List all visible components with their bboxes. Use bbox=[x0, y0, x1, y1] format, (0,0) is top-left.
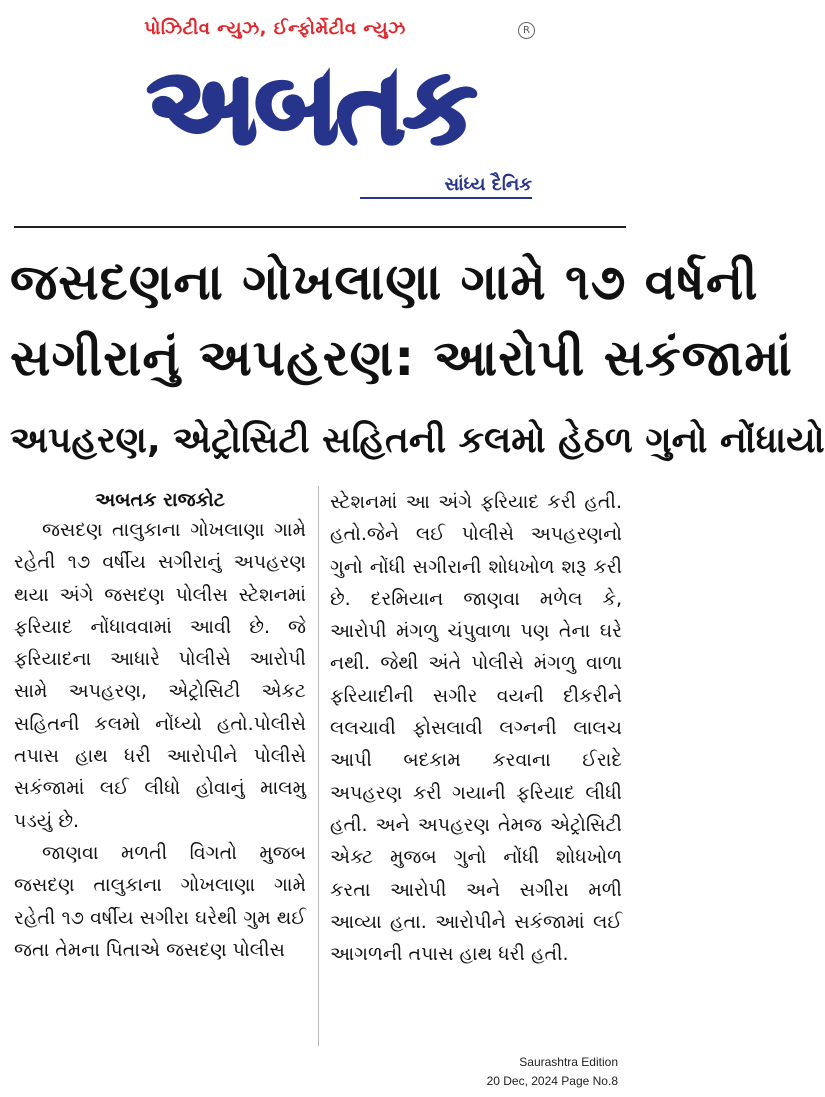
headline-line-2: સગીરાનું અપહરણ: આરોપી સકંજામાં bbox=[10, 329, 793, 387]
registered-trademark-icon: R bbox=[518, 22, 535, 39]
article-paragraph-1: જસદણ તાલુકાના ગોખલાણા ગામે રહેતી ૧૭ વર્ષીય સગીરાનું અપહરણ થયા અંગે જસદણ પોલીસ સ્ટેશનમાં ફરિયાદ નોંધાવવામાં આવી છે. જે ફરિયાદના આધારે પોલીસે આરોપી સામે અપહરણ, એટ્રોસિટી એકટ સહિતની કલમો નોંધ્યો હતો.પોલીસે તપાસ હાથ ધરી આરોપીને પોલીસે સકંજામાં લઈ લીધો હોવાનું માલમુ પડયું છે. bbox=[14, 519, 306, 832]
article-paragraph-2-start: જાણવા મળતી વિગતો મુજબ જસદણ તાલુકાના ગોખલાણા ગામે રહેતી ૧૭ વર્ષીય સગીરા ઘરેથી ગુમ થઈ જતા તેમના પિતાએ જસદણ પોલીસ bbox=[14, 841, 306, 961]
footer-edition: Saurashtra Edition bbox=[519, 1055, 618, 1069]
headline-line-1: જસદણના ગોખલાણા ગામે ૧૭ વર્ષની bbox=[10, 253, 759, 311]
article-column-right bbox=[330, 486, 622, 970]
footer-date-page: 20 Dec, 2024 Page No.8 bbox=[486, 1074, 618, 1088]
edition-underline bbox=[360, 197, 532, 199]
dateline: અબતક રાજકોટ bbox=[95, 489, 225, 511]
edition-type-label: સાંધ્ય દૈનિક bbox=[444, 174, 532, 195]
article-paragraph-2-continued: સ્ટેશનમાં આ અંગે ફરિયાદ કરી હતી. હતો.જેને લઈ પોલીસે અપહરણનો ગુનો નોંધી સગીરાની શોધખોળ શરૂ કરી છે. દરમિયાન જાણવા મળેલ કે, આરોપી મંગળુ ચંપુવાળા પણ તેના ઘરે નથી. જેથી અંતે પોલીસે મંગળુ વાળા ફરિયાદીની સગીર વયની દીકરીને લલચાવી ફોસલાવી લગ્નની લાલચ આપી બદકામ કરવાના ઈરાદે અપહરણ કરી ગયાની ફરિયાદ લીધી હતી. અને અપહરણ તેમજ એટ્રોસિટી એક્ટ મુજબ ગુનો નોંધી શોધખોળ કરતા આરોપી અને સગીરા મળી આવ્યા હતા. આરોપીને સકંજામાં લઈ આગળની તપાસ હાથ ધરી હતી. bbox=[330, 491, 622, 966]
subheadline: અપહરણ, એટ્રોસિટી સહિતની કલમો હેઠળ ગુનો નોંધાયો bbox=[10, 420, 825, 461]
masthead-tagline: પોઝિટીવ ન્યુઝ, ઈન્ફોર્મેટીવ ન્યુઝ bbox=[144, 18, 406, 39]
article-column-left bbox=[14, 486, 306, 966]
masthead bbox=[0, 0, 628, 205]
header-divider bbox=[14, 226, 626, 228]
column-divider bbox=[318, 486, 319, 1046]
newspaper-logo: અબતક bbox=[147, 45, 475, 167]
